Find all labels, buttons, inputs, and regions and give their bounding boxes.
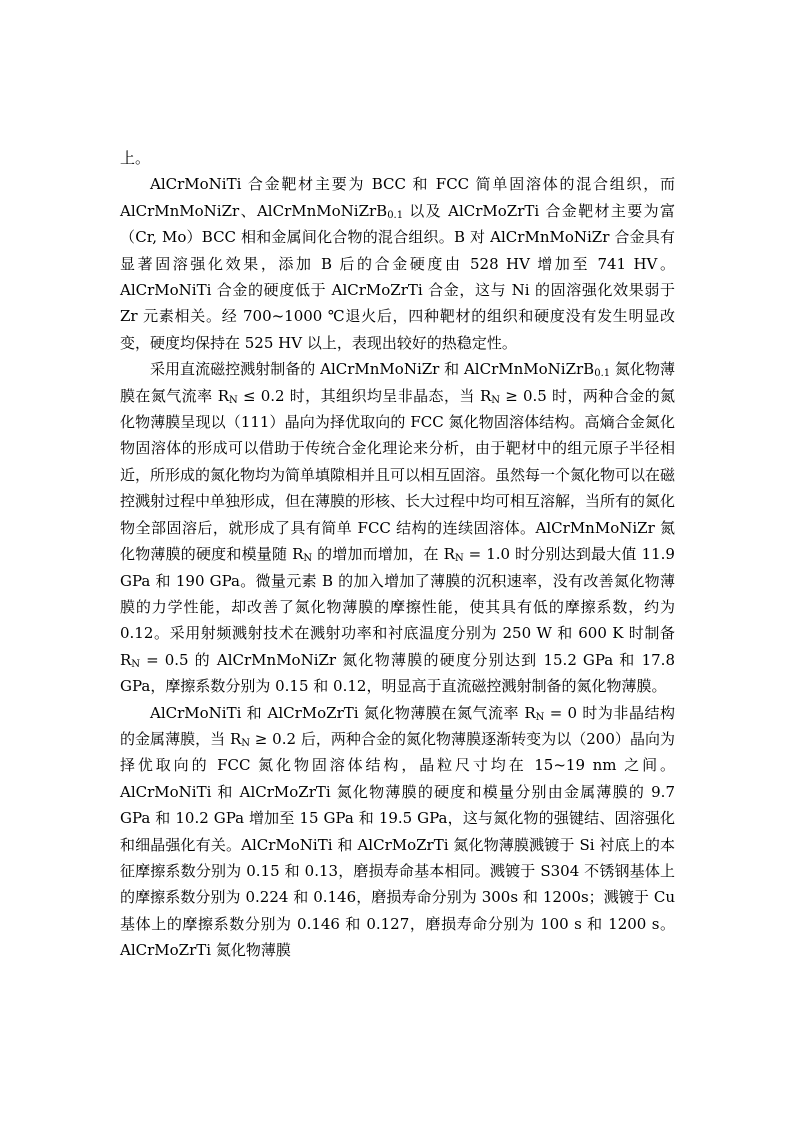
text-run: AlCrMoNiTi 合金靶材主要为 BCC 和 FCC 简单固溶体的混合组织，而 AlCrMnMoNiZr、AlCrMnMoNiZrB [120, 175, 675, 220]
text-run: 氮化物薄膜在氮气流率 R [120, 360, 675, 405]
subscript: N [229, 394, 238, 406]
paragraph-3 [120, 356, 675, 699]
body-text [120, 145, 675, 964]
text-run: ≥ 0.2 后，两种合金的氮化物薄膜逐渐转变为以（200）晶向为择优取向的 FCC 氮化物固溶体结构，晶粒尺寸均在 15~19 nm 之间。AlCrMoNiTi 和 AlCrMoZrTi 氮化物薄膜的硬度和模量分别由金属薄膜的 9.7 GPa 和 10.2 GPa 增加至 15 GPa 和 19.5 GPa，这与氮化物的强键结、固溶强化和细晶强化有关。AlCrMoNiTi 和 AlCrMoZrTi 氮化物薄膜溅镀于 Si 衬底上的本征摩擦系数分别为 0.15 和 0.13，磨损寿命基本相同。溅镀于 S304 不锈钢基体上的摩擦系数分别为 0.224 和 0.146，磨损寿命分别为 300s 和 1200s；溅镀于 Cu 基体上的摩擦系数分别为 0.146 和 0.127，磨损寿命分别为 100 s 和 1200 s。AlCrMoZrTi 氮化物薄膜 [120, 729, 675, 960]
paragraph-2 [120, 171, 675, 356]
subscript: N [491, 394, 501, 406]
subscript: N [241, 737, 251, 749]
subscript: 0.1 [594, 368, 611, 380]
text-run: ≥ 0.5 时，两种合金的氮化物薄膜呈现以（111）晶向为择优取向的 FCC 氮化物固溶体结构。高熵合金氮化物固溶体的形成可以借助于传统合金化理论来分析，由于靶材中的组元原子半径相近，所形成的氮化物均为简单填隙相并且可以相互固溶。虽然每一个氮化物可以在磁控溅射过程中单独形成，但在薄膜的形核、长大过程中均可相互溶解，当所有的氮化物全部固溶后，就形成了具有简单 FCC 结构的连续固溶体。AlCrMnMoNiZr 氮化物薄膜的硬度和模量随 R [120, 386, 676, 564]
paragraph-1 [120, 145, 675, 171]
subscript: N [131, 658, 141, 670]
text-run: 采用直流磁控溅射制备的 AlCrMnMoNiZr 和 AlCrMnMoNiZrB [150, 360, 595, 379]
text-run: ≤ 0.2 时，其组织均呈非晶态，当 R [237, 386, 492, 405]
text-run: 以及 AlCrMoZrTi 合金靶材主要为富（Cr, Mo）BCC 相和金属间化合物的混合组织。B 对 AlCrMnMoNiZr 合金具有显著固溶强化效果，添加 B 后的合金硬度由 528 HV 增加至 741 HV。AlCrMoNiTi 合金的硬度低于 AlCrMoZrTi 合金，这与 Ni 的固溶强化效果弱于 Zr 元素相关。经 700~1000 ℃退火后，四种靶材的组织和硬度没有发生明显改变，硬度均保持在 525 HV 以上，表现出较好的热稳定性。 [120, 201, 675, 352]
subscript: N [303, 553, 313, 565]
text-run: AlCrMoNiTi 和 AlCrMoZrTi 氮化物薄膜在氮气流率 R [150, 703, 536, 722]
text-run: = 1.0 时分别达到最大值 11.9 GPa 和 190 GPa。微量元素 B 的加入增加了薄膜的沉积速率，没有改善氮化物薄膜的力学性能，却改善了氮化物薄膜的摩擦性能，使其具有低的摩擦系数，约为 0.12。采用射频溅射技术在溅射功率和衬底温度分别为 250 W 和 600 K 时制备 R [120, 545, 675, 669]
subscript: N [454, 553, 464, 565]
subscript: 0.1 [387, 209, 404, 221]
paragraph-4 [120, 700, 675, 964]
text-run: 的增加而增加，在 R [312, 545, 455, 564]
text-run: 上。 [120, 149, 151, 167]
text-run: = 0 时为非晶结构的金属薄膜，当 R [120, 703, 675, 748]
text-run: = 0.5 的 AlCrMnMoNiZr 氮化物薄膜的硬度分别达到 15.2 GPa 和 17.8 GPa，摩擦系数分别为 0.15 和 0.12，明显高于直流磁控溅射制备的氮化物薄膜。 [120, 650, 675, 696]
subscript: N [535, 711, 545, 723]
